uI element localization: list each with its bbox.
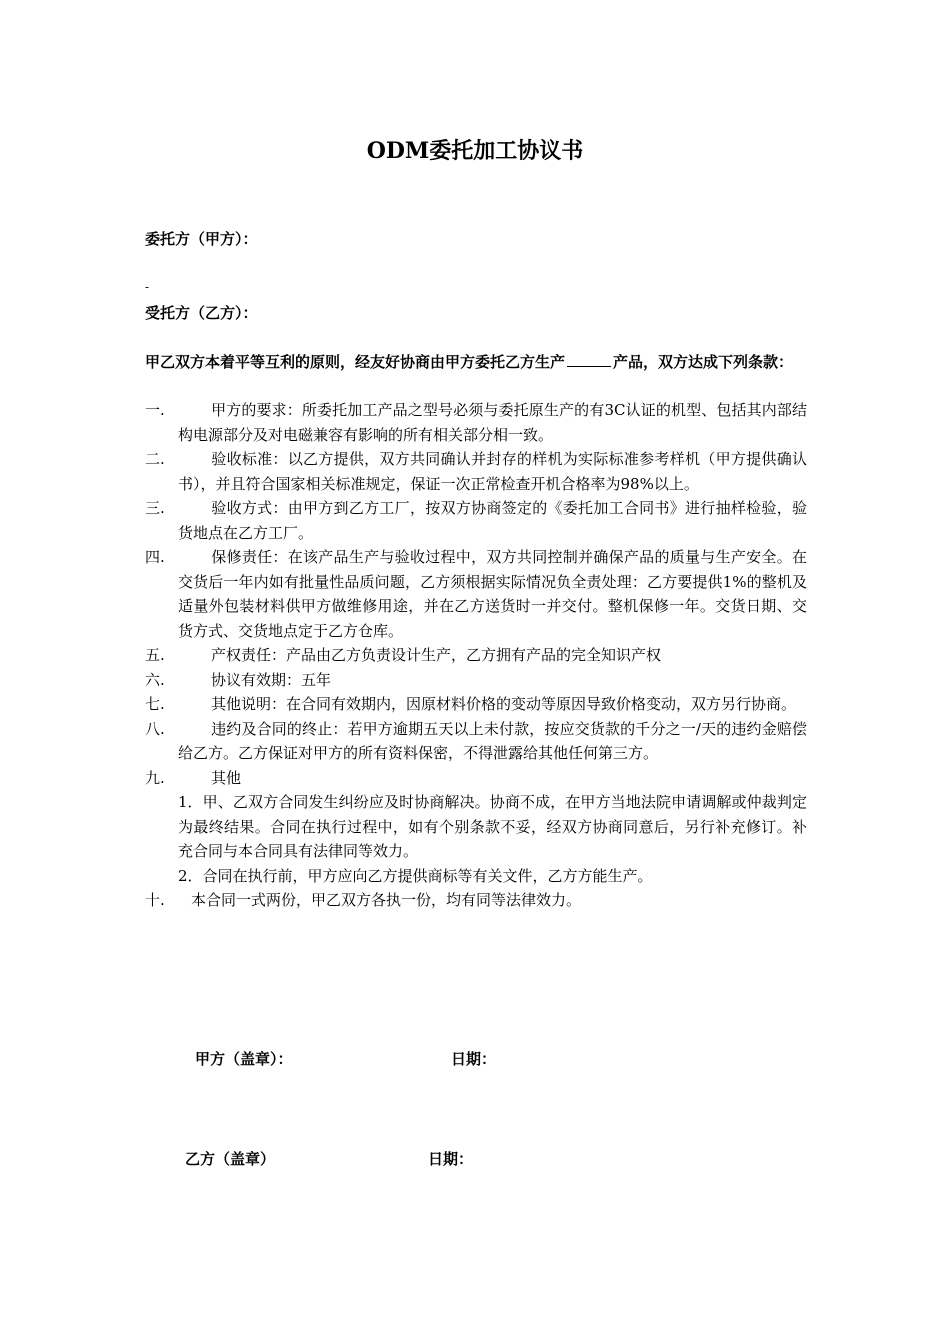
clause-text: 其他 bbox=[211, 768, 242, 787]
clause-number: 三. bbox=[145, 499, 165, 517]
clause-2 bbox=[145, 447, 807, 496]
clause-number: 十. bbox=[145, 891, 165, 909]
clause-text: 验收标准：以乙方提供，双方共同确认并封存的样机为实际标准参考样机（甲方提供确认书），并且符合国家相关标准规定，保证一次正常检查开机合格率为98%以上。 bbox=[178, 450, 807, 493]
clause-text: 其他说明：在合同有效期内，因原材料价格的变动等原因导致价格变动，双方另行协商。 bbox=[211, 695, 797, 713]
sub-clause-2 bbox=[145, 864, 807, 889]
clause-text: 协议有效期：五年 bbox=[211, 670, 332, 689]
clause-list bbox=[145, 398, 807, 913]
intro-text-after: 产品，双方达成下列条款： bbox=[613, 353, 794, 371]
intro-text-before: 甲乙双方本着平等互利的原则，经友好协商由甲方委托乙方生产 bbox=[145, 353, 566, 371]
clause-text: 产权责任：产品由乙方负责设计生产，乙方拥有产品的完全知识产权 bbox=[211, 646, 662, 664]
clause-number: 九. bbox=[145, 768, 165, 787]
clause-number: 五. bbox=[145, 646, 165, 664]
clause-text: 甲方的要求：所委托加工产品之型号必须与委托原生产的有3C认证的机型、包括其内部结构电源部分及对电磁兼容有影响的所有相关部分相一致。 bbox=[178, 401, 807, 444]
clause-4 bbox=[145, 545, 807, 643]
product-blank bbox=[567, 352, 611, 367]
intro-paragraph bbox=[145, 350, 807, 375]
clause-number: 六. bbox=[145, 670, 165, 689]
party-a-label: 委托方（甲方）： bbox=[145, 230, 258, 248]
clause-1 bbox=[145, 398, 807, 447]
document-title: ODM委托加工协议书 bbox=[366, 138, 584, 164]
clause-8 bbox=[145, 717, 807, 766]
sub-clause-1 bbox=[145, 790, 807, 864]
clause-text: 违约及合同的终止：若甲方逾期五天以上未付款，按应交货款的千分之一/天的违约金赔偿给乙方。乙方保证对甲方的所有资料保密，不得泄露给其他任何第三方。 bbox=[178, 719, 807, 762]
clause-number: 二. bbox=[145, 450, 165, 468]
clause-10 bbox=[145, 888, 807, 913]
sub-clause-text: 甲、乙双方合同发生纠纷应及时协商解决。协商不成，在甲方当地法院申请调解或仲裁判定为最终结果。合同在执行过程中，如有个别条款不妥，经双方协商同意后，另行补充修订。补充合同与本合同具有法律同等效力。 bbox=[178, 793, 807, 860]
clause-7 bbox=[145, 692, 807, 717]
clause-3 bbox=[145, 496, 807, 545]
clause-text: 保修责任：在该产品生产与验收过程中，双方共同控制并确保产品的质量与生产安全。在交货后一年内如有批量性品质问题，乙方须根据实际情况负全责处理：乙方要提供1%的整机及适量外包装材料供甲方做维修用途，并在乙方送货时一并交付。整机保修一年。交货日期、交货方式、交货地点定于乙方仓库。 bbox=[178, 548, 807, 640]
party-b-seal-label: 乙方（盖章） bbox=[185, 1150, 276, 1168]
clause-number: 八. bbox=[145, 719, 165, 738]
party-b-label: 受托方（乙方）： bbox=[145, 304, 258, 322]
sub-clause-text: 合同在执行前，甲方应向乙方提供商标等有关文件，乙方方能生产。 bbox=[202, 866, 653, 885]
clause-5 bbox=[145, 643, 807, 668]
clause-6 bbox=[145, 668, 807, 693]
party-a-seal-label: 甲方（盖章）： bbox=[195, 1050, 293, 1068]
clause-9 bbox=[145, 766, 807, 791]
clause-number: 七. bbox=[145, 695, 165, 713]
sub-clause-index: 1． bbox=[178, 793, 203, 811]
dash-mark: - bbox=[145, 280, 150, 294]
sub-clause-index: 2． bbox=[178, 866, 203, 885]
clause-text: 本合同一式两份，甲乙双方各执一份，均有同等法律效力。 bbox=[191, 891, 582, 909]
party-b-date-label: 日期： bbox=[428, 1150, 474, 1168]
party-a-date-label: 日期： bbox=[451, 1050, 497, 1068]
clause-number: 四. bbox=[145, 548, 165, 566]
clause-number: 一. bbox=[145, 401, 165, 419]
clause-text: 验收方式：由甲方到乙方工厂，按双方协商签定的《委托加工合同书》进行抽样检验，验货地点在乙方工厂。 bbox=[178, 499, 807, 542]
